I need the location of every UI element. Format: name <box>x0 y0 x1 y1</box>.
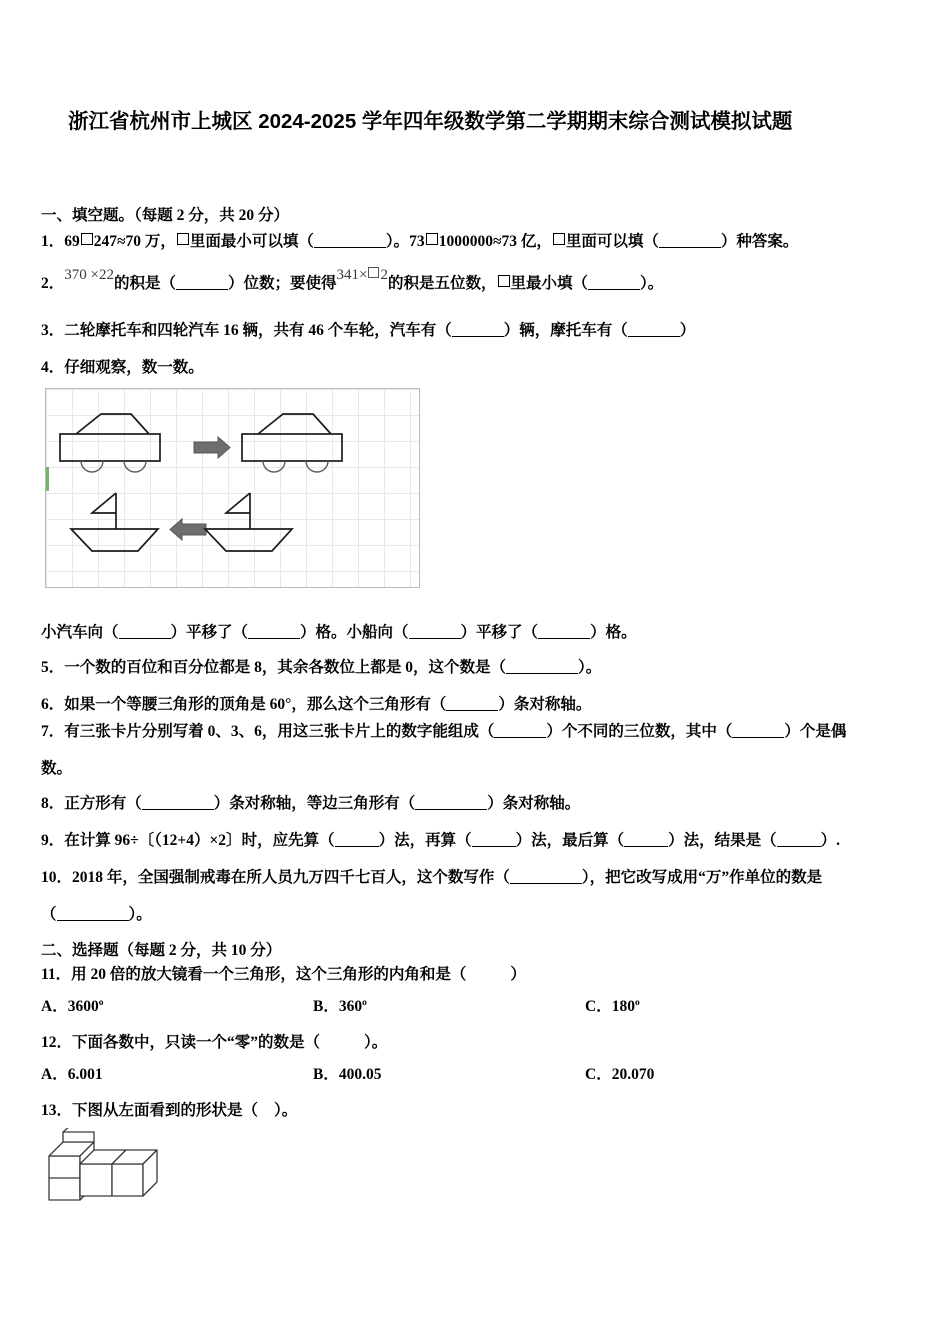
answer-blank[interactable] <box>119 638 171 639</box>
question-5 <box>41 655 601 677</box>
q10-text-1: 2018 年，全国强制戒毒在所人员九万四千七百人，这个数写作（ <box>72 869 510 886</box>
q1-text-a: 69 <box>64 233 80 250</box>
q9-number: 9． <box>41 832 65 849</box>
answer-blank[interactable] <box>415 809 487 810</box>
answer-blank[interactable] <box>494 737 546 738</box>
q5-text-2: ）。 <box>578 659 602 676</box>
degree-icon: o <box>362 997 367 1008</box>
section-heading-fill-in-blank: 一、填空题。（每题 2 分，共 20 分） <box>41 207 290 224</box>
option-c-q12[interactable] <box>585 1062 654 1084</box>
q5-text-1: 一个数的百位和百分位都是 8，其余各数位上都是 0，这个数是（ <box>64 659 507 676</box>
q6-text-2: ）条对称轴。 <box>498 696 592 713</box>
q7-text-4: 数。 <box>41 760 73 777</box>
q11-text-2: ） <box>510 966 526 983</box>
q9-text-5: ）. <box>820 832 841 849</box>
translation-figure-svg <box>46 389 421 589</box>
q13-text-2: ）。 <box>274 1102 298 1119</box>
answer-blank[interactable] <box>248 638 300 639</box>
q4-number: 4． <box>41 359 65 376</box>
q2-expression-2b: 2 <box>380 267 388 283</box>
question-10 <box>41 865 822 887</box>
q1-text-d: ）。73 <box>385 233 425 250</box>
q9-text-2: ）法，再算（ <box>378 832 472 849</box>
car-left-shape <box>60 414 160 461</box>
q3-text-1: 二轮摩托车和四轮汽车 16 辆，共有 46 个车轮，汽车有（ <box>64 322 452 339</box>
cube-stack-svg <box>44 1128 159 1208</box>
q3-text-2: ）辆，摩托车有（ <box>503 322 628 339</box>
question-12 <box>41 1030 387 1052</box>
q8-text-3: ）条对称轴。 <box>487 795 581 812</box>
question-6 <box>41 692 591 714</box>
q12-text-1: 下面各数中，只读一个“零”的数是（ <box>72 1034 321 1051</box>
q5-number: 5． <box>41 659 65 676</box>
question-2 <box>41 267 664 293</box>
q9-text-1: 在计算 96÷〔（12+4）×2〕时，应先算（ <box>64 832 335 849</box>
page-title: 浙江省杭州市上城区 2024-2025 学年四年级数学第二学期期末综合测试模拟试题 <box>68 110 793 133</box>
q2-expression-2a: 341× <box>336 267 368 283</box>
answer-blank[interactable] <box>538 638 590 639</box>
option-b-label-q12: B． <box>313 1066 339 1083</box>
option-b-label-q11: B． <box>313 998 339 1015</box>
question-7 <box>41 719 846 741</box>
q10-text-2: ），把它改写成用“万”作单位的数是 <box>581 869 823 886</box>
answer-blank[interactable] <box>409 638 461 639</box>
answer-blank[interactable] <box>142 809 214 810</box>
answer-blank[interactable] <box>510 883 582 884</box>
q2-text-1: 的积是（ <box>113 275 176 292</box>
q10-text-3: （ <box>41 906 57 923</box>
degree-icon: o <box>98 997 104 1008</box>
question-11 <box>41 962 526 984</box>
q12-number: 12． <box>41 1034 73 1051</box>
translation-grid-figure <box>45 388 420 588</box>
q4-caption-b: ）平移了（ <box>170 624 249 641</box>
q11-text-1: 用 20 倍的放大镜看一个三角形，这个三角形的内角和是（ <box>71 966 467 983</box>
answer-blank[interactable] <box>314 247 386 248</box>
option-a-label-q11: A． <box>41 998 68 1015</box>
question-7-continued <box>41 756 72 778</box>
q8-number: 8． <box>41 795 65 812</box>
option-a-label-q12: A． <box>41 1066 68 1083</box>
q2-text-5: ）。 <box>640 275 664 292</box>
q1-number: 1． <box>41 233 65 250</box>
q10-number: 10． <box>41 869 73 886</box>
q2-text-3: 的积是五位数， <box>387 275 497 292</box>
option-c-label-q12: C． <box>585 1066 612 1083</box>
car-left-wheel-rear <box>124 461 146 472</box>
question-8 <box>41 791 580 813</box>
answer-blank[interactable] <box>57 920 129 921</box>
option-b-q11[interactable] <box>313 994 367 1016</box>
option-a-value-q12: 6.001 <box>67 1066 103 1083</box>
answer-blank[interactable] <box>446 710 498 711</box>
q9-text-4: ）法，结果是（ <box>668 832 777 849</box>
answer-blank[interactable] <box>452 336 504 337</box>
q3-text-3: ） <box>679 322 696 339</box>
q3-number: 3． <box>41 322 65 339</box>
q1-text-e: 1000000≈73 亿， <box>438 233 552 250</box>
q6-number: 6． <box>41 696 65 713</box>
answer-blank[interactable] <box>624 846 668 847</box>
answer-blank[interactable] <box>588 289 640 290</box>
q2-expression-1: 370 ×22 <box>64 267 114 283</box>
option-c-value-q11: 180 <box>611 998 635 1015</box>
question-3 <box>41 318 695 340</box>
q13-text-1: 下图从左面看到的形状是（ <box>72 1102 259 1119</box>
q1-text-g: ）种答案。 <box>720 233 799 250</box>
answer-blank[interactable] <box>472 846 516 847</box>
q4-text: 仔细观察，数一数。 <box>64 359 204 376</box>
option-a-value-q11: 3600 <box>67 998 99 1015</box>
q4-caption-e: ）格。 <box>590 624 637 641</box>
option-b-q12[interactable] <box>313 1062 381 1084</box>
q7-text-2: ）个不同的三位数，其中（ <box>546 723 733 740</box>
degree-icon: o <box>634 997 640 1008</box>
question-9 <box>41 828 840 850</box>
option-c-label-q11: C． <box>585 998 612 1015</box>
option-c-value-q12: 20.070 <box>611 1066 655 1083</box>
option-c-q11[interactable] <box>585 994 640 1016</box>
section-heading-multiple-choice: 二、选择题（每题 2 分，共 10 分） <box>41 942 282 959</box>
q11-number: 11． <box>41 966 72 983</box>
q2-number: 2． <box>41 275 65 292</box>
q7-number: 7． <box>41 723 65 740</box>
q13-number: 13． <box>41 1102 73 1119</box>
q7-text-3: ）个是偶 <box>784 723 847 740</box>
question-13 <box>41 1098 297 1120</box>
car-right-shape <box>242 414 342 461</box>
arrow-right-icon <box>194 437 230 458</box>
car-right-wheel-rear <box>306 461 328 472</box>
answer-blank[interactable] <box>659 247 721 248</box>
blank-box-icon <box>498 275 510 287</box>
answer-blank[interactable] <box>732 737 784 738</box>
option-b-value-q12: 400.05 <box>338 1066 382 1083</box>
q12-text-2: ）。 <box>364 1034 388 1051</box>
blank-box-icon <box>426 233 438 245</box>
q6-text-1: 如果一个等腰三角形的顶角是 60°，那么这个三角形有（ <box>64 696 447 713</box>
q10-text-4: ）。 <box>128 906 152 923</box>
cube-stack-figure <box>44 1128 159 1213</box>
question-4-caption <box>41 620 637 642</box>
answer-blank[interactable] <box>176 289 228 290</box>
blank-box-icon <box>81 233 93 245</box>
q7-text-1: 有三张卡片分别写着 0、3、6，用这三张卡片上的数字能组成（ <box>64 723 495 740</box>
q2-text-4: 里最小填（ <box>510 275 589 292</box>
question-10-continued <box>41 902 152 924</box>
q4-caption-a: 小汽车向（ <box>41 624 119 641</box>
q8-text-2: ）条对称轴，等边三角形有（ <box>213 795 416 812</box>
q1-text-b: 247≈70 万， <box>93 233 176 250</box>
boat-right-shape <box>205 493 292 551</box>
blank-box-icon <box>177 233 189 245</box>
q1-text-c: 里面最小可以填（ <box>189 233 314 250</box>
answer-blank[interactable] <box>628 336 680 337</box>
answer-blank[interactable] <box>335 846 379 847</box>
q8-text-1: 正方形有（ <box>64 795 142 812</box>
car-right-wheel-front <box>263 461 285 472</box>
boat-left-shape <box>71 493 158 551</box>
question-4 <box>41 355 204 377</box>
option-a-q11[interactable] <box>41 994 103 1016</box>
car-left-wheel-front <box>81 461 103 472</box>
question-1 <box>41 229 798 251</box>
q9-text-3: ）法，最后算（ <box>515 832 625 849</box>
answer-blank[interactable] <box>506 673 578 674</box>
blank-box-icon <box>553 233 565 245</box>
q2-text-2: ）位数；要使得 <box>228 275 337 292</box>
arrow-left-icon <box>170 519 206 540</box>
q1-text-f: 里面可以填（ <box>565 233 659 250</box>
answer-blank[interactable] <box>777 846 821 847</box>
option-a-q12[interactable] <box>41 1062 103 1084</box>
option-b-value-q11: 360 <box>338 998 363 1015</box>
q4-caption-d: ）平移了（ <box>460 624 539 641</box>
q4-caption-c: ）格。小船向（ <box>300 624 409 641</box>
blank-box-icon <box>368 267 379 278</box>
